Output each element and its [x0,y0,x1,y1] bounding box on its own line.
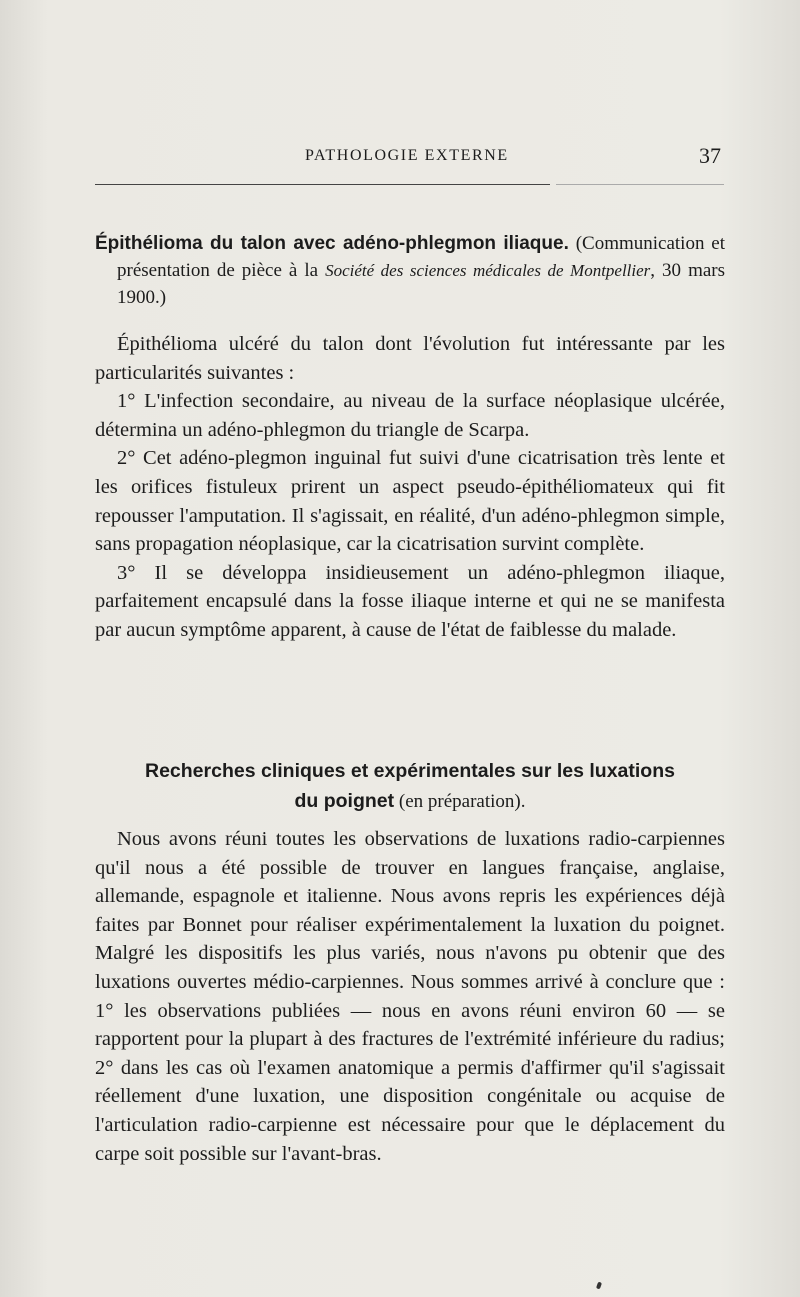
paragraph: 3° Il se développa insidieusement un adéno-phlegmon iliaque, parfaitement encapsulé dans la fosse iliaque interne et qui ne se manifesta par aucun symptôme apparent, à cause de l'état de faiblesse du malade. [95,561,725,641]
running-title: PATHOLOGIE EXTERNE [305,147,509,164]
entry-epithelioma [95,230,725,311]
ink-mark [596,1282,602,1290]
entry-luxations-body [95,825,725,1168]
society-name: Société des sciences médicales de Montpellier [325,261,651,280]
entry-epithelioma-heading [95,230,725,311]
entry-epithelioma-body [95,330,725,645]
entry-title: Épithélioma du talon avec adéno-phlegmon iliaque. [95,233,569,254]
page-number: 37 [699,143,721,168]
paragraph: 1° L'infection secondaire, au niveau de la surface néoplasique ulcérée, détermina un adéno-phlegmon du triangle de Scarpa. [95,390,725,441]
header-rule [95,184,550,185]
entry-title: Recherches cliniques et expérimentales sur les luxations [145,760,675,782]
paragraph: Épithélioma ulcéré du talon dont l'évolution fut intéressante par les particularités suivantes : [95,333,725,384]
paragraph: 2° Cet adéno-plegmon inguinal fut suivi d'une cicatrisation très lente et les orifices fistuleux prirent un aspect pseudo-épithéliomateux qui fit repousser l'amputation. Il s'agissait, en réalité, d'un adéno-phlegmon simple, sans propagation néoplasique, car la cicatrisation survint complète. [95,447,725,556]
entry-note: (en préparation). [394,791,526,812]
entry-title-continued: du poignet [294,790,395,812]
entry-note: (Communication et présentation de pièce à la [117,233,725,281]
paragraph: Nous avons réuni toutes les observations de luxations radio-carpiennes qu'il nous a été possible de trouver en langues française, anglaise, allemande, espagnole et italienne. Nous avons repris les expériences déjà faites par Bonnet pour réaliser expérimentalement la luxation du poignet. Malgré les dispositifs les plus variés, nous n'avons pu obtenir que des luxations ouvertes médio-carpiennes. Nous sommes arrivé à conclure que : 1° les observations publiées — nous en avons réuni environ 60 — se rapportent pour la plupart à des fractures de l'extrémité inférieure du radius; 2° dans les cas où l'examen anatomique a permis d'affirmer qu'il s'agissait réellement d'une luxation, une disposition congénitale ou acquise de l'articulation radio-carpienne est nécessaire pour que le déplacement du carpe soit possible sur l'avant-bras. [95,828,725,1165]
entry-luxations-heading [95,757,725,817]
header-rule-faint [556,184,724,185]
page-header [95,143,725,173]
entry-date: , 30 mars 1900.) [117,260,726,308]
